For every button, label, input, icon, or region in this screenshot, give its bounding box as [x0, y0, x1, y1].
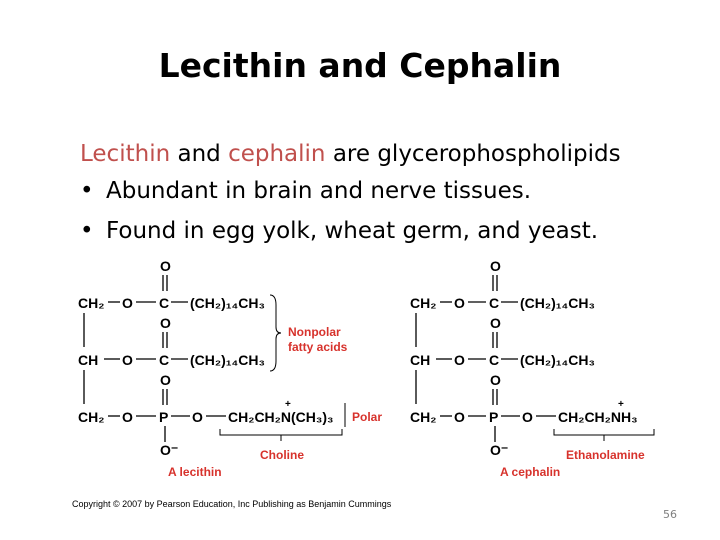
bullet-text: Abundant in brain and nerve tissues. — [106, 178, 532, 204]
ester-oxygen: O — [122, 409, 133, 425]
head-group: CH₂CH₂NH₃ — [558, 409, 638, 425]
phosphorus: P — [159, 409, 169, 425]
fatty-acid-chain: (CH₂)₁₄CH₃ — [190, 295, 265, 311]
glycerol-carbon: CH₂ — [78, 295, 105, 311]
bullet-marker: • — [80, 218, 94, 244]
cephalin-structure — [410, 258, 654, 479]
slide-title: Lecithin and Cephalin — [158, 46, 562, 85]
bullet-item — [80, 218, 598, 244]
bullet-text: Found in egg yolk, wheat germ, and yeast. — [106, 218, 599, 244]
ester-oxygen: O — [122, 295, 133, 311]
ester-oxygen: O — [454, 295, 465, 311]
intro-line — [80, 141, 621, 167]
page-number: 56 — [663, 508, 677, 521]
ester-oxygen: O — [192, 409, 203, 425]
text-and: and — [170, 141, 229, 167]
carbonyl-carbon: C — [489, 352, 500, 368]
phosphate-oxygen: O — [490, 372, 501, 388]
nonpolar-label: Nonpolar — [288, 325, 341, 339]
carbonyl-carbon: C — [159, 352, 170, 368]
carbonyl-carbon: C — [489, 295, 500, 311]
fatty-acid-chain: (CH₂)₁₄CH₃ — [190, 352, 265, 368]
cephalin-name: A cephalin — [500, 465, 561, 479]
glycerol-carbon: CH₂ — [78, 409, 105, 425]
carbonyl-oxygen: O — [160, 258, 171, 274]
polar-label: Polar — [352, 410, 383, 424]
phosphorus: P — [489, 409, 499, 425]
structure-figure — [70, 251, 660, 496]
head-group: CH₂CH₂N(CH₃)₃ — [228, 409, 334, 425]
glycerol-carbon: CH — [410, 352, 431, 368]
text-rest: are glycerophospholipids — [325, 141, 621, 167]
ethanolamine-label: Ethanolamine — [566, 448, 645, 462]
lecithin-structure — [78, 258, 382, 479]
ester-oxygen: O — [454, 409, 465, 425]
term-lecithin: Lecithin — [80, 141, 171, 167]
lecithin-name: A lecithin — [168, 465, 222, 479]
fatty-acid-chain: (CH₂)₁₄CH₃ — [520, 295, 595, 311]
glycerol-carbon: CH₂ — [410, 295, 437, 311]
copyright-notice: Copyright © 2007 by Pearson Education, Inc Publishing as Benjamin Cummings — [66, 494, 540, 514]
glycerol-carbon: CH₂ — [410, 409, 437, 425]
phosphate-oxygen: O — [160, 372, 171, 388]
carbonyl-oxygen: O — [490, 258, 501, 274]
carbonyl-carbon: C — [159, 295, 170, 311]
ester-oxygen: O — [522, 409, 533, 425]
bullet-marker: • — [80, 178, 94, 204]
structure-diagram — [70, 251, 660, 496]
choline-label: Choline — [260, 448, 304, 462]
carbonyl-oxygen: O — [160, 315, 171, 331]
ester-oxygen: O — [122, 352, 133, 368]
glycerol-carbon: CH — [78, 352, 99, 368]
phosphate-oxygen-anion: O⁻ — [160, 442, 179, 458]
fatty-acid-chain: (CH₂)₁₄CH₃ — [520, 352, 595, 368]
phosphate-oxygen-anion: O⁻ — [490, 442, 509, 458]
positive-charge: + — [285, 399, 291, 410]
carbonyl-oxygen: O — [490, 315, 501, 331]
ester-oxygen: O — [454, 352, 465, 368]
bullet-item — [80, 178, 531, 204]
term-cephalin: cephalin — [228, 141, 326, 167]
fatty-acids-label: fatty acids — [288, 340, 348, 354]
positive-charge: + — [618, 399, 624, 410]
